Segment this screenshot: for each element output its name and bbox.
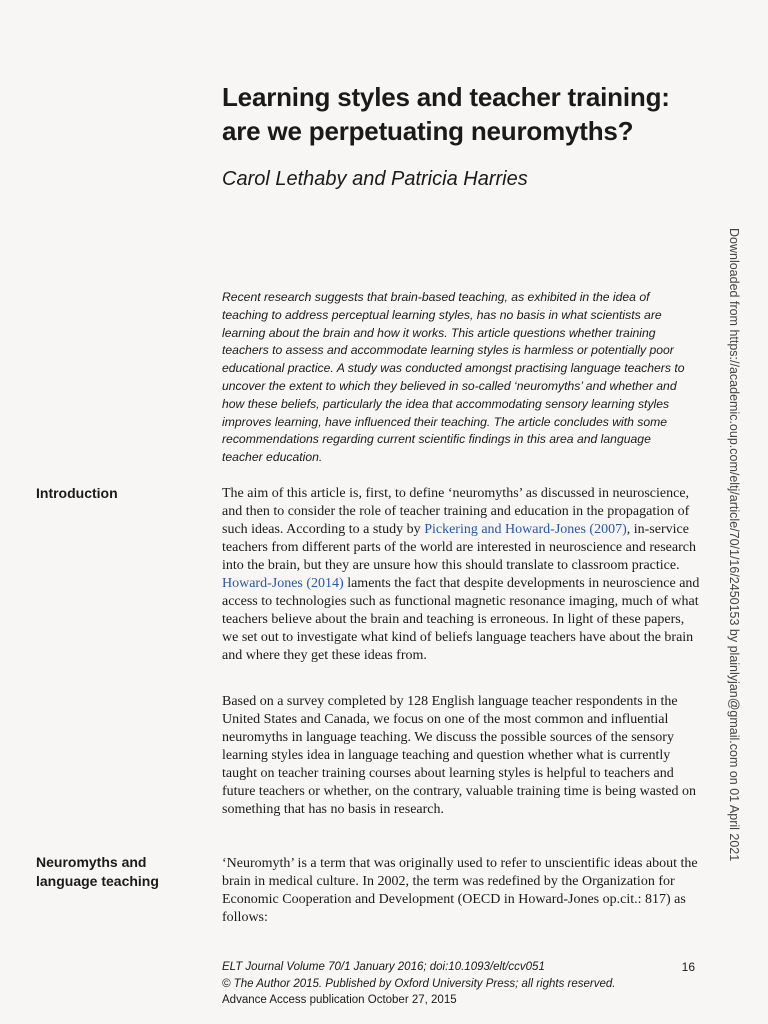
intro-p1-text-3: laments the fact that despite developments in neuroscience and access to technologies such as functional magnetic resonance imaging, much of what teachers believe about the brain and teaching is erroneous. In light of these papers, we set out to investigate what kind of beliefs language teachers have about the brain and where they get these ideas from. xyxy=(222,576,700,663)
neuromyths-heading-line-1: Neuromyths and xyxy=(36,854,147,870)
page-number: 16 xyxy=(681,960,695,974)
article-title-line-1: Learning styles and teacher training: xyxy=(222,82,670,112)
article-title-line-2: are we perpetuating neuromyths? xyxy=(222,116,634,146)
introduction-paragraph-2: Based on a survey completed by 128 English language teacher respondents in the United States and Canada, we focus on one of the most common and influential neuromyths in language teaching. We discuss the possible sources of the sensory learning styles idea in language teaching and question whether what is currently taught on teacher training courses about learning styles is helpful to teachers and future teachers or whether, on the contrary, valuable training time is being wasted on something that has no basis in research. xyxy=(222,694,696,817)
reference-link-howard-jones-2014[interactable]: Howard-Jones (2014) xyxy=(222,576,344,591)
introduction-paragraph-1 xyxy=(222,485,700,665)
section-heading-introduction: Introduction xyxy=(36,485,118,501)
neuromyths-heading-line-2: language teaching xyxy=(36,873,159,889)
intro-p1-text-1: The aim of this article is, first, to define ‘neuromyths’ as discussed in neuroscience, and then to consider the role of teacher training and education in the propagation of such ideas. According to a study by xyxy=(222,486,690,537)
reference-link-pickering-howard-jones-2007[interactable]: Pickering and Howard-Jones (2007) xyxy=(424,522,627,537)
download-notice: Downloaded from https://academic.oup.com/eltj/article/70/1/16/2450153 by plainlyjan@gmail.com on 01 April 2021 xyxy=(727,228,741,862)
article-abstract: Recent research suggests that brain-based teaching, as exhibited in the idea of teaching to address perceptual learning styles, has no basis in what scientists are learning about the brain and how it works. This article questions whether training teachers to assess and accommodate learning styles is harmless or potentially poor educational practice. A study was conducted amongst practising language teachers to uncover the extent to which they believed in so-called ‘neuromyths’ and whether and how these beliefs, particularly the idea that accommodating sensory learning styles improves learning, have influenced their teaching. The article concludes with some recommendations regarding current scientific findings in this area and language teacher education. xyxy=(222,290,685,465)
article-authors: Carol Lethaby and Patricia Harries xyxy=(222,168,528,190)
footer-copyright: © The Author 2015. Published by Oxford University Press; all rights reserved. xyxy=(222,977,616,990)
neuromyths-paragraph-1: ‘Neuromyth’ is a term that was originally used to refer to unscientific ideas about the brain in medical culture. In 2002, the term was redefined by the Organization for Economic Cooperation and Development (OECD in Howard-Jones op.cit.: 817) as follows: xyxy=(222,856,698,925)
article-title xyxy=(222,80,722,148)
page-footer xyxy=(222,959,700,1009)
footer-advance-access: Advance Access publication October 27, 2015 xyxy=(222,994,457,1006)
intro-p1-text-2: , in-service teachers from different parts of the world are interested in neuroscience and research into the brain, but they are unsure how this should translate to classroom practice. xyxy=(222,522,696,573)
section-heading-neuromyths xyxy=(36,853,206,891)
footer-journal-citation: ELT Journal Volume 70/1 January 2016; doi:10.1093/elt/ccv051 xyxy=(222,961,545,973)
